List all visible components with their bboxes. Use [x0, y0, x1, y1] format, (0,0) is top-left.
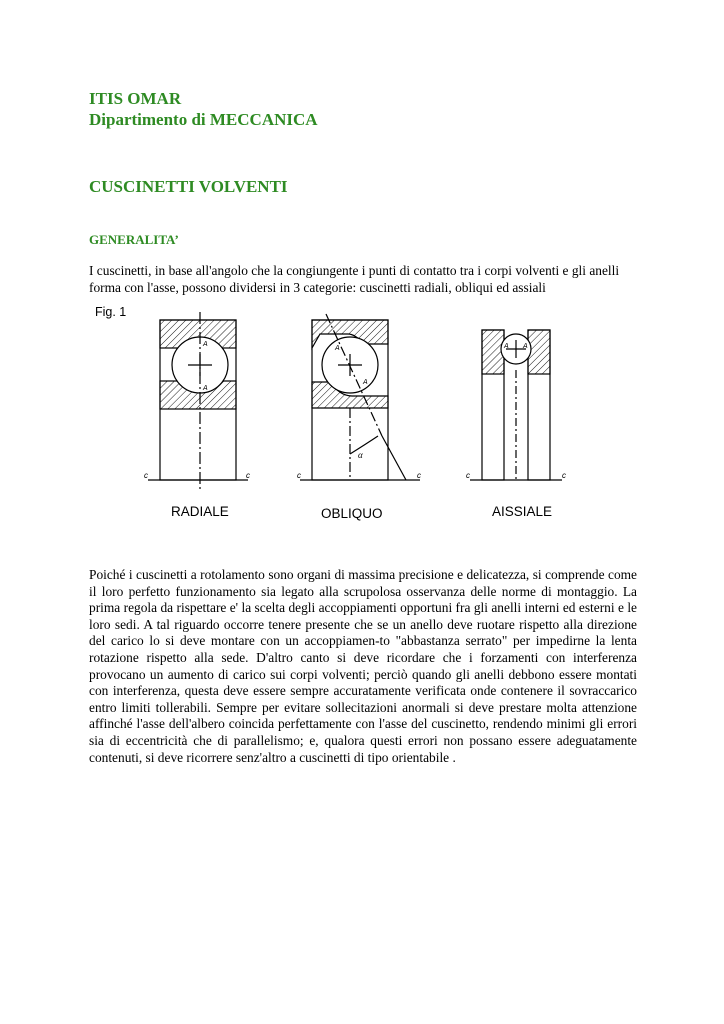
- oblique-contact-top: A: [335, 345, 340, 352]
- caption-radiale: RADIALE: [171, 504, 229, 519]
- oblique-contact-bottom: A: [363, 379, 368, 386]
- oblique-angle: α: [358, 450, 363, 460]
- radial-axis-left: c: [144, 471, 148, 480]
- body-paragraph: [89, 567, 637, 766]
- axial-axis-right: c: [562, 471, 566, 480]
- oblique-axis-left: c: [297, 471, 301, 480]
- axial-contact-left: A: [504, 343, 509, 350]
- radial-axis-right: c: [246, 471, 250, 480]
- body-text: Poiché i cuscinetti a rotolamento sono organi di massima precisione e delicatezza, si comprende come il loro perfetto funzionamento sia legato alla scrupolosa osservanza delle norme di montaggio. La prima regola da rispettare e' la scelta degli accoppiamenti opportuni fra gli anelli interni ed esterni e le loro sedi. A tal riguardo occorre tenere presente che se un anello deve ruotare rispetto alla direzione del carico lo si deve montare con un accoppiamen-to "abbastanza serrato" per impedirne la lenta rotazione rispetto alla sede. D'altro canto si deve ricordare che i forzamenti con interferenza provocano un aumento di carico sui corpi volventi; perciò quando gli anelli debbono essere montati con interferenza, questa deve essere sempre accuratamente verificata onde contenere il sovraccarico entro limiti tollerabili. Sempre per evitare sollecitazioni anormali si deve prestare molta attenzione affinché l'asse dell'albero coincida perfettamente con l'asse del cuscinetto, rendendo minimi gli errori sia di eccentricità che di parallelismo; e, qualora questi errori non possano essere adeguatamente contenuti, si deve ricorrere senz'altro a cuscinetti di tipo orientabile .: [89, 567, 637, 765]
- radial-contact-bottom: A: [203, 385, 208, 392]
- intro-paragraph: I cuscinetti, in base all'angolo che la congiungente i punti di contatto tra i corpi volventi e gli anelli forma con l'asse, possono dividersi in 3 categorie: cuscinetti radiali, obliqui ed assiali: [89, 263, 620, 295]
- radial-contact-top: A: [203, 341, 208, 348]
- bearing-figure: [130, 312, 600, 532]
- page-title: CUSCINETTI VOLVENTI: [89, 177, 288, 196]
- axial-axis-left: c: [466, 471, 470, 480]
- figure-label: Fig. 1: [95, 305, 127, 319]
- school-name: ITIS OMAR: [89, 89, 182, 108]
- section-heading: GENERALITA’: [89, 232, 179, 247]
- caption-obliquo: OBLIQUO: [321, 506, 383, 521]
- header: [89, 88, 318, 130]
- caption-assiale: AISSIALE: [492, 504, 553, 519]
- axial-contact-right: A: [523, 343, 528, 350]
- axial-bearing: [470, 330, 562, 480]
- department-name: Dipartimento di MECCANICA: [89, 110, 318, 129]
- radial-bearing: [148, 312, 248, 490]
- oblique-axis-right: c: [417, 471, 421, 480]
